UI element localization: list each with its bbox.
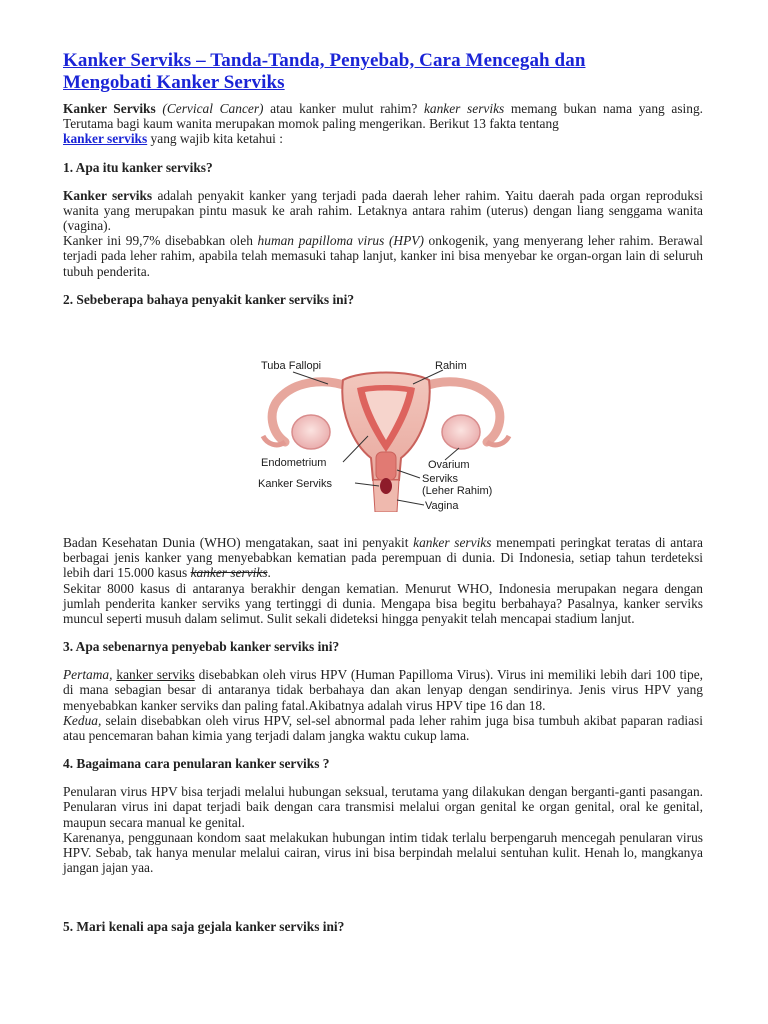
answer-4-paragraph-1: Penularan virus HPV bisa terjadi melalui hubungan seksual, terutama yang dilakukan dengan berganti-ganti pasangan. Penularan virus ini dapat terjadi baik dengan cara transmisi melalui organ genital ke organ genital, oral ke genital, maupun secara manual ke genital.	[63, 784, 703, 830]
question-3: 3. Apa sebenarnya penyebab kanker serviks ini?	[63, 639, 340, 655]
answer-3	[63, 667, 703, 743]
label-serviks: Serviks	[422, 473, 459, 485]
answer-4-paragraph-2: Karenanya, penggunaan kondom saat melakukan hubungan intim tidak terlalu berpengaruh mencegah penularan virus HPV. Sebab, tak hanya menular melalui cairan, virus ini bisa berpindah melalui sentuhan kulit. Henah lo, mangkanya jangan jajan yaa.	[63, 829, 703, 876]
intro-text-1: atau kanker mulut rahim?	[263, 101, 424, 116]
label-tuba-fallopi: Tuba Fallopi	[261, 360, 322, 372]
question-1: 1. Apa itu kanker serviks?	[63, 159, 213, 175]
intro-italic-2: kanker serviks	[423, 101, 505, 116]
answer-1-text-3: onkogenik, yang menyerang leher rahim. Berawal terjadi pada leher rahim, apabila telah memasuki tahap lanjut, kanker ini bisa menyebar ke organ-organ lain di seluruh tubuh penderita.	[63, 233, 703, 279]
answer-2-text-1: Badan Kesehatan Dunia (WHO) mengatakan, saat ini penyakit	[63, 535, 414, 550]
answer-1	[63, 188, 703, 279]
left-ovary	[292, 415, 330, 449]
answer-1-text-1: adalah penyakit kanker yang terjadi pada daerah leher rahim. Yaitu daerah pada organ reproduksi wanita yang merupakan pintu masuk ke arah rahim. Letaknya antara rahim (uterus) dengan liang senggama wanita (vagina).	[63, 187, 703, 234]
intro-bold: Kanker Serviks	[63, 101, 156, 116]
answer-1-text-2: Kanker ini 99,7% disebabkan oleh	[63, 233, 258, 249]
intro-text-3: yang wajib kita ketahui :	[147, 131, 283, 147]
answer-2-text-2: menempati peringkat teratas di antara berbagai jenis kanker yang menyebabkan kematian pada perempuan di dunia. Di Indonesia, setiap tahun terdeteksi lebih dari 15.000 kasus	[63, 535, 703, 581]
intro-text-2: memang bukan nama yang asing. Terutama bagi kaum wanita merupakan momok paling mengerikan. Berikut 13 fakta tentang	[63, 101, 703, 132]
question-5: 5. Mari kenali apa saja gejala kanker serviks ini?	[63, 919, 345, 935]
label-ovarium: Ovarium	[428, 459, 470, 471]
article-continued	[63, 535, 703, 934]
answer-3-text-2: selain disebabkan oleh virus HPV, sel-sel abnormal pada leher rahim juga bisa tumbuh akibat paparan radiasi atau pencemaran bahan kimia yang terjadi dalam jangka waktu cukup lama.	[63, 712, 703, 744]
answer-3-italic-2: Kedua,	[63, 712, 102, 728]
article-title[interactable]	[63, 50, 703, 94]
title-line-2[interactable]: Mengobati Kanker Serviks	[63, 72, 285, 93]
label-rahim: Rahim	[435, 360, 467, 372]
cervix-diagram-figure	[233, 340, 533, 512]
uterus-illustration	[233, 340, 533, 512]
article	[63, 50, 703, 307]
cervix	[376, 452, 396, 480]
answer-4	[63, 784, 703, 875]
title-line-1[interactable]: Kanker Serviks – Tanda-Tanda, Penyebab, Cara Mencegah dan	[63, 50, 586, 71]
kanker-serviks-link[interactable]: kanker serviks	[63, 131, 148, 147]
vagina-leader	[397, 500, 424, 505]
label-leher-rahim: (Leher Rahim)	[422, 485, 493, 497]
answer-2-text-3: .	[267, 565, 271, 581]
right-ovary	[442, 415, 480, 449]
answer-3-text-1: disebabkan oleh virus HPV (Human Papilloma Virus). Virus ini memiliki lebih dari 100 tipe, di mana sebagian besar di antaranya tidak berbahaya dan akan lenyap dengan sendirinya. Jenis virus HPV yang menyebabkan kanker serviks dan paling fatal.Akibatnya adalah virus HPV tipe 16 dan 18.	[63, 667, 703, 713]
intro-italic: (Cervical Cancer)	[162, 101, 264, 116]
answer-2	[63, 535, 703, 626]
answer-3-italic-1: Pertama,	[63, 667, 113, 683]
question-4: 4. Bagaimana cara penularan kanker serviks ?	[63, 756, 330, 772]
answer-2-paragraph-2: Sekitar 8000 kasus di antaranya berakhir dengan kematian. Menurut WHO, Indonesia merupakan negara dengan jumlah penderita kanker serviks yang tertinggi di dunia. Mengapa bisa begitu berbahaya? Pasalnya, kanker serviks muncul seperti musuh dalam selimut. Sulit sekali dideteksi hingga penyakit telah mencapai stadium lanjut.	[63, 580, 703, 627]
label-endometrium: Endometrium	[261, 457, 327, 469]
answer-2-italic: kanker serviks	[413, 535, 492, 550]
answer-3-underline: kanker serviks	[116, 667, 195, 683]
answer-1-bold: Kanker serviks	[63, 187, 153, 203]
answer-2-strikethrough: kanker serviks	[190, 565, 268, 581]
label-vagina: Vagina	[425, 500, 459, 512]
intro-paragraph	[63, 101, 703, 147]
label-kanker-serviks: Kanker Serviks	[258, 478, 332, 490]
answer-1-italic: human papilloma virus (HPV)	[257, 233, 424, 249]
question-2: 2. Sebeberapa bahaya penyakit kanker serviks ini?	[63, 291, 355, 307]
cancer-spot	[380, 478, 392, 494]
